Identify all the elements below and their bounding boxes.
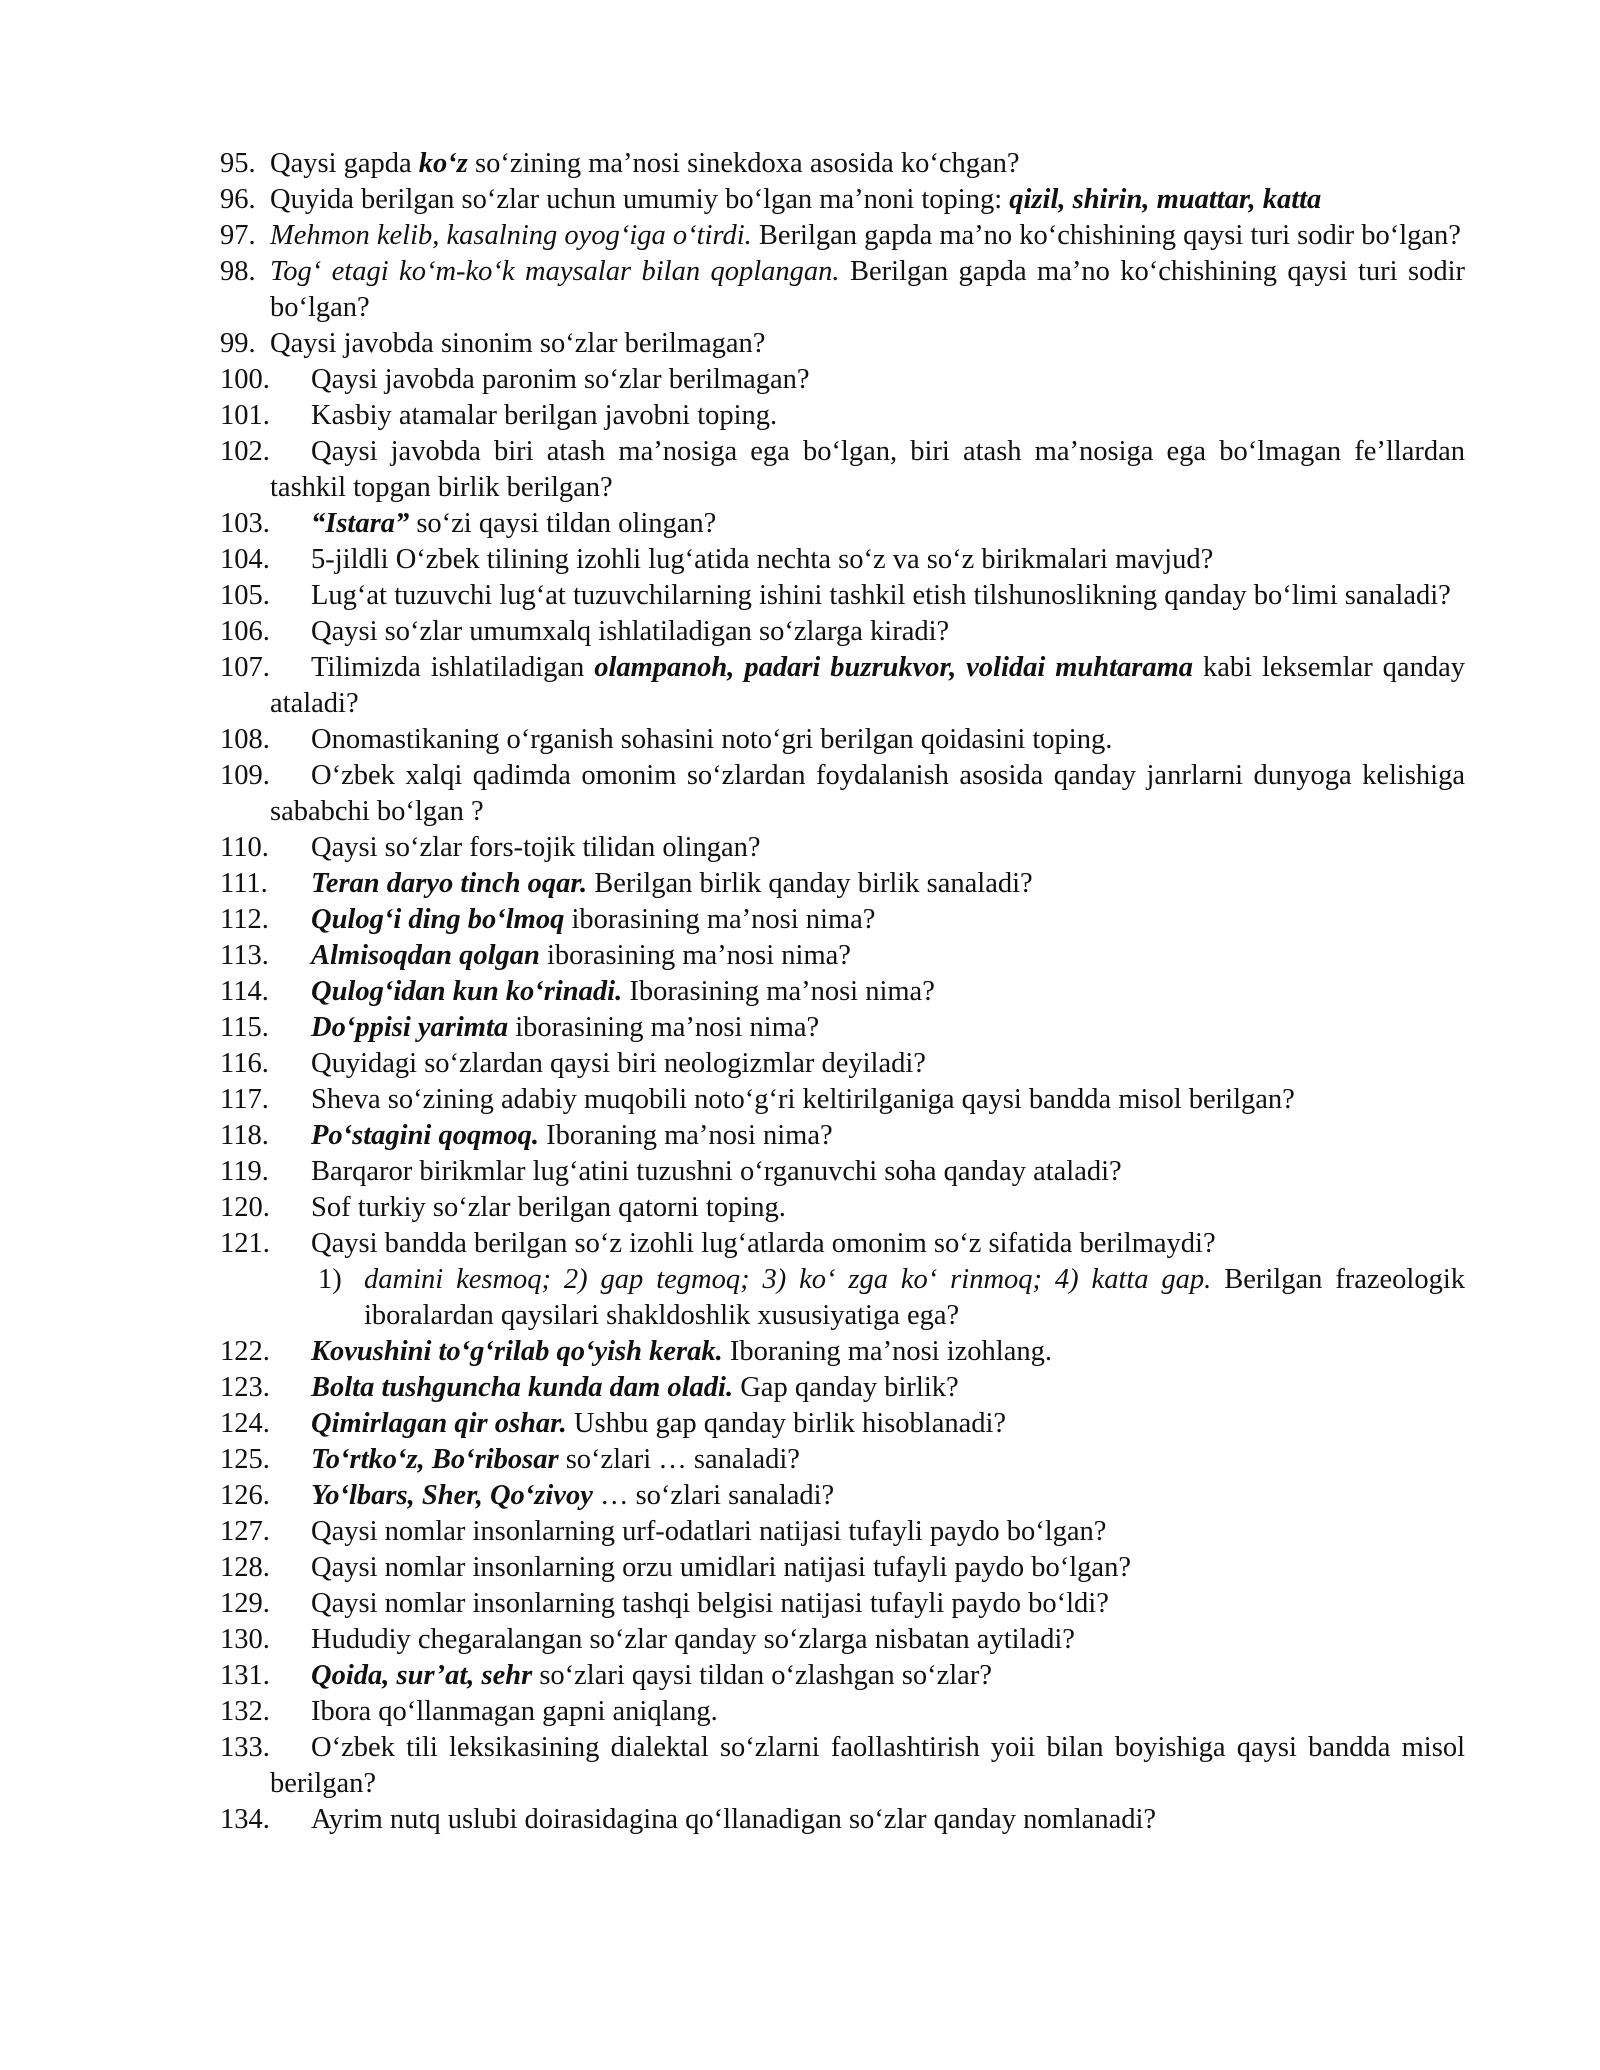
text-run: Iborasining ma’nosi nima? [622, 976, 935, 1007]
question-number: 98. [220, 256, 256, 287]
question-text [311, 1372, 959, 1403]
text-run: kabi leksemlar qanday ataladi? [270, 652, 1465, 719]
text-run: Berilgan gapda ma’no ko‘chishining qaysi turi sodir bo‘lgan? [751, 220, 1461, 251]
question-item [220, 1226, 1465, 1262]
emphasized-phrase: Kovushini to‘g‘rilab qo‘yish kerak. [311, 1336, 723, 1367]
question-number: 123. [220, 1372, 270, 1403]
question-text [311, 1588, 1109, 1619]
text-run: iborasining ma’nosi nima? [539, 940, 851, 971]
question-item [220, 758, 1465, 830]
text-run: Kasbiy atamalar berilgan javobni toping. [311, 400, 778, 431]
question-item [220, 1118, 1465, 1154]
question-text [311, 1336, 1052, 1367]
question-text [311, 1048, 926, 1079]
text-run: Qaysi bandda berilgan so‘z izohli lug‘atlarda omonim so‘z sifatida berilmaydi? [311, 1228, 1216, 1259]
question-text [270, 256, 1465, 323]
question-text [311, 904, 875, 935]
emphasized-phrase: Teran daryo tinch oqar. [311, 868, 588, 899]
question-text [311, 364, 810, 395]
question-text [311, 1084, 1295, 1115]
text-run: Qaysi so‘zlar umumxalq ishlatiladigan so‘zlarga kiradi? [311, 616, 950, 647]
question-item [220, 1478, 1465, 1514]
text-run: so‘zi qaysi tildan olingan? [409, 508, 717, 539]
question-text [311, 1192, 786, 1223]
question-item [220, 974, 1465, 1010]
question-number: 131. [220, 1660, 270, 1691]
question-text [311, 1552, 1131, 1583]
text-run: iborasining ma’nosi nima? [564, 904, 876, 935]
question-item [220, 830, 1465, 866]
question-text [311, 580, 1451, 611]
text-run: Lug‘at tuzuvchi lug‘at tuzuvchilarning ishini tashkil etish tilshunoslikning qanday bo‘limi sanaladi? [311, 580, 1451, 611]
text-run: Tilimizda ishlatiladigan [311, 652, 595, 683]
emphasized-phrase: Yo‘lbars, Sher, Qo‘zivoy [311, 1480, 593, 1511]
question-item [220, 1658, 1465, 1694]
emphasized-phrase: Do‘ppisi yarimta [311, 1012, 509, 1043]
question-text [311, 1408, 1006, 1439]
question-item [220, 650, 1465, 722]
text-run: 5-jildli O‘zbek tilining izohli lug‘atida nechta so‘z va so‘z birikmalari mavjud? [311, 544, 1214, 575]
text-run: so‘zlari … sanaladi? [558, 1444, 800, 1475]
question-text [311, 1012, 819, 1043]
question-text [311, 940, 851, 971]
question-number: 118. [220, 1120, 269, 1151]
question-number: 103. [220, 508, 270, 539]
question-item [220, 1694, 1465, 1730]
text-run: Iboraning ma’nosi izohlang. [722, 1336, 1052, 1367]
text-run: Ushbu gap qanday birlik hisoblanadi? [566, 1408, 1007, 1439]
question-text [270, 1732, 1465, 1799]
question-text [311, 508, 716, 539]
emphasized-phrase: Bolta tushguncha kunda dam oladi. [311, 1372, 734, 1403]
text-run: Qaysi nomlar insonlarning tashqi belgisi natijasi tufayli paydo bo‘ldi? [311, 1588, 1109, 1619]
question-number: 120. [220, 1192, 270, 1223]
question-item [220, 1082, 1465, 1118]
emphasized-phrase: To‘rtko‘z, Bo‘ribosar [311, 1444, 559, 1475]
emphasized-phrase: Qulog‘idan kun ko‘rinadi. [311, 976, 623, 1007]
question-number: 99. [220, 328, 256, 359]
question-text [270, 148, 1020, 179]
question-item [220, 1442, 1465, 1478]
question-number: 114. [220, 976, 269, 1007]
question-text [311, 1804, 1156, 1835]
question-text [311, 544, 1213, 575]
question-item [220, 1514, 1465, 1550]
question-number: 117. [220, 1084, 269, 1115]
question-text [311, 1156, 1122, 1187]
question-item [220, 1802, 1465, 1838]
question-item [220, 1550, 1465, 1586]
text-run: … so‘zlari sanaladi? [592, 1480, 835, 1511]
text-run: Quyida berilgan so‘zlar uchun umumiy bo‘lgan ma’noni toping: [270, 184, 1010, 215]
text-run: Qaysi javobda sinonim so‘zlar berilmagan? [270, 328, 766, 359]
text-run: Qaysi javobda biri atash ma’nosiga ega bo‘lgan, biri atash ma’nosiga ega bo‘lmagan fe’llardan tashkil topgan birlik berilgan? [270, 436, 1465, 503]
question-item [220, 362, 1465, 398]
question-number: 134. [220, 1804, 270, 1835]
question-text [311, 1660, 992, 1691]
question-text [311, 868, 1033, 899]
question-number: 102. [220, 436, 270, 467]
text-run: Qaysi nomlar insonlarning orzu umidlari natijasi tufayli paydo bo‘lgan? [311, 1552, 1131, 1583]
text-run: Qaysi nomlar insonlarning urf-odatlari natijasi tufayli paydo bo‘lgan? [311, 1516, 1107, 1547]
emphasized-phrase: Qimirlagan qir oshar. [311, 1408, 567, 1439]
question-number: 129. [220, 1588, 270, 1619]
question-number: 111. [220, 868, 268, 899]
emphasized-phrase: Almisoqdan qolgan [311, 940, 540, 971]
text-run: Gap qanday birlik? [733, 1372, 959, 1403]
question-item [220, 1586, 1465, 1622]
text-run: Berilgan gapda ma’no ko‘chishining qaysi turi sodir bo‘lgan? [270, 256, 1465, 323]
question-item [220, 1154, 1465, 1190]
question-number: 128. [220, 1552, 270, 1583]
text-run: Berilgan frazeologik iboralardan qaysilari shakldoshlik xususiyatiga ega? [364, 1264, 1466, 1331]
emphasized-phrase: ko‘z [418, 148, 468, 179]
question-item [220, 398, 1465, 434]
text-run: Sheva so‘zining adabiy muqobili noto‘g‘ri keltirilganiga qaysi bandda misol berilgan? [311, 1084, 1295, 1115]
question-item [220, 1046, 1465, 1082]
question-item [220, 1406, 1465, 1442]
question-item [220, 1370, 1465, 1406]
question-item [220, 1334, 1465, 1370]
text-run: Ayrim nutq uslubi doirasidagina qo‘llanadigan so‘zlar qanday nomlanadi? [311, 1804, 1157, 1835]
text-run: so‘zining ma’nosi sinekdoxa asosida ko‘chgan? [467, 148, 1020, 179]
question-item [220, 938, 1465, 974]
question-item [220, 182, 1465, 218]
question-item [220, 254, 1465, 326]
question-text [311, 832, 761, 863]
question-number: 95. [220, 148, 256, 179]
question-number: 119. [220, 1156, 269, 1187]
question-number: 106. [220, 616, 270, 647]
question-item [220, 1622, 1465, 1658]
question-item [220, 218, 1465, 254]
question-number: 122. [220, 1336, 270, 1367]
text-run: so‘zlari qaysi tildan o‘zlashgan so‘zlar? [532, 1660, 992, 1691]
question-number: 113. [220, 940, 269, 971]
question-number: 1) [318, 1264, 342, 1295]
italic-phrase: damini kesmoq; 2) gap tegmoq; 3) ko‘ zga ko‘ rinmoq; 4) katta gap. [364, 1264, 1212, 1295]
italic-phrase: Tog‘ etagi ko‘m-ko‘k maysalar bilan qoplangan. [270, 256, 840, 287]
question-text [311, 1120, 833, 1151]
text-run: Quyidagi so‘zlardan qaysi biri neologizmlar deyiladi? [311, 1048, 926, 1079]
question-text [311, 1624, 1075, 1655]
sub-list-item [220, 1262, 1465, 1334]
text-run: Onomastikaning o‘rganish sohasini noto‘gri berilgan qoidasini toping. [311, 724, 1113, 755]
question-number: 107. [220, 652, 270, 683]
question-number: 116. [220, 1048, 269, 1079]
question-number: 126. [220, 1480, 270, 1511]
text-run: Berilgan birlik qanday birlik sanaladi? [587, 868, 1033, 899]
question-number: 132. [220, 1696, 270, 1727]
text-run: Qaysi so‘zlar fors-tojik tilidan olingan? [311, 832, 761, 863]
question-number: 109. [220, 760, 270, 791]
question-text [311, 976, 935, 1007]
question-text [270, 760, 1465, 827]
question-number: 130. [220, 1624, 270, 1655]
text-run: Qaysi gapda [270, 148, 419, 179]
question-item [220, 1010, 1465, 1046]
question-number: 124. [220, 1408, 270, 1439]
text-run: Ibora qo‘llanmagan gapni aniqlang. [311, 1696, 718, 1727]
emphasized-phrase: “Istara” [311, 508, 410, 539]
question-number: 110. [220, 832, 269, 863]
question-item [220, 1190, 1465, 1226]
document-page [220, 146, 1465, 1838]
text-run: Iboraning ma’nosi nima? [539, 1120, 833, 1151]
question-item [220, 902, 1465, 938]
question-text [270, 220, 1461, 251]
question-text [311, 1480, 834, 1511]
question-text [311, 724, 1112, 755]
question-number: 133. [220, 1732, 270, 1763]
question-number: 115. [220, 1012, 269, 1043]
question-text [364, 1264, 1465, 1331]
question-number: 104. [220, 544, 270, 575]
emphasized-phrase: qizil, shirin, muattar, katta [1009, 184, 1322, 215]
emphasized-phrase: Po‘stagini qoqmoq. [311, 1120, 540, 1151]
question-number: 108. [220, 724, 270, 755]
text-run: iborasining ma’nosi nima? [508, 1012, 820, 1043]
question-text [311, 616, 949, 647]
question-text [270, 436, 1465, 503]
question-item [220, 506, 1465, 542]
question-number: 121. [220, 1228, 270, 1259]
question-item [220, 1730, 1465, 1802]
question-item [220, 326, 1465, 362]
question-number: 127. [220, 1516, 270, 1547]
emphasized-phrase: olampanoh, padari buzrukvor, volidai muhtarama [594, 652, 1194, 683]
text-run: Hududiy chegaralangan so‘zlar qanday so‘zlarga nisbatan aytiladi? [311, 1624, 1075, 1655]
question-number: 96. [220, 184, 256, 215]
question-item [220, 146, 1465, 182]
text-run: O‘zbek xalqi qadimda omonim so‘zlardan foydalanish asosida qanday janrlarni dunyoga kelishiga sababchi bo‘lgan ? [270, 760, 1465, 827]
question-item [220, 866, 1465, 902]
question-number: 100. [220, 364, 270, 395]
question-number: 125. [220, 1444, 270, 1475]
emphasized-phrase: Qulog‘i ding bo‘lmoq [311, 904, 565, 935]
question-item [220, 542, 1465, 578]
question-number: 97. [220, 220, 256, 251]
text-run: O‘zbek tili leksikasining dialektal so‘zlarni faollashtirish yoii bilan boyishiga qaysi bandda misol berilgan? [270, 1732, 1465, 1799]
question-item [220, 434, 1465, 506]
question-text [311, 1696, 718, 1727]
question-text [270, 184, 1321, 215]
question-text [311, 1444, 800, 1475]
question-text [270, 328, 765, 359]
text-run: Sof turkiy so‘zlar berilgan qatorni toping. [311, 1192, 786, 1223]
emphasized-phrase: Qoida, sur’at, sehr [311, 1660, 533, 1691]
text-run: Qaysi javobda paronim so‘zlar berilmagan? [311, 364, 810, 395]
question-item [220, 614, 1465, 650]
text-run: Barqaror birikmlar lug‘atini tuzushni o‘rganuvchi soha qanday ataladi? [311, 1156, 1122, 1187]
question-number: 105. [220, 580, 270, 611]
question-text [270, 652, 1465, 719]
question-item [220, 578, 1465, 614]
question-text [311, 400, 777, 431]
question-number: 101. [220, 400, 270, 431]
italic-phrase: Mehmon kelib, kasalning oyog‘iga o‘tirdi. [270, 220, 752, 251]
question-text [311, 1516, 1106, 1547]
question-number: 112. [220, 904, 269, 935]
question-item [220, 722, 1465, 758]
question-text [311, 1228, 1216, 1259]
